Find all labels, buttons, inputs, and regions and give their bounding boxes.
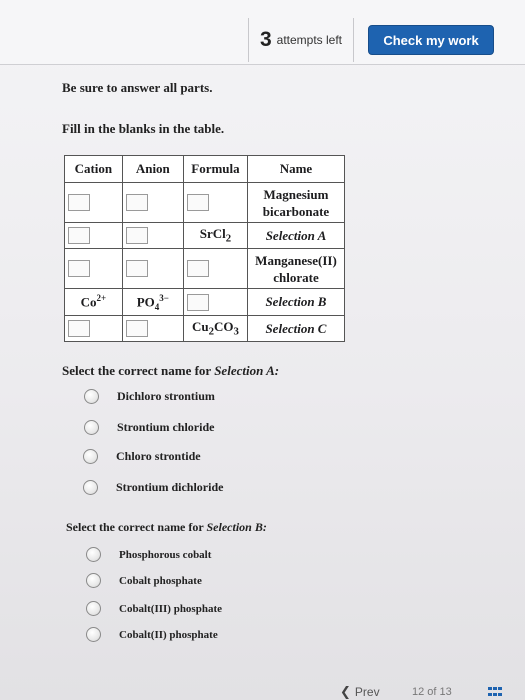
anion-cell	[122, 289, 183, 316]
page-count: 12 of 13	[412, 686, 452, 698]
question-b-selection: Selection B	[206, 520, 263, 534]
compound-name	[248, 184, 344, 222]
formula-cell	[183, 289, 247, 316]
formula-part-a: Cu	[191, 319, 209, 335]
anion-input[interactable]	[126, 227, 148, 244]
option-a-3[interactable]	[83, 449, 201, 464]
cation-input[interactable]	[68, 227, 90, 244]
ionic-compound-table	[64, 155, 345, 342]
option-b-3[interactable]	[86, 601, 222, 616]
radio-button[interactable]	[84, 389, 99, 404]
name-line1: Magnesium	[263, 186, 329, 202]
name-cell	[247, 249, 344, 289]
radio-button[interactable]	[83, 480, 98, 495]
header-name: Name	[247, 156, 344, 183]
prev-label: Prev	[354, 685, 380, 699]
anion-input[interactable]	[126, 194, 148, 211]
selection-c-cell: Selection C	[247, 316, 344, 342]
formula-cell	[183, 223, 247, 249]
question-b-prefix: Select the correct name for	[66, 520, 207, 534]
check-my-work-button[interactable]: Check my work	[368, 25, 494, 55]
option-a-2[interactable]	[84, 420, 214, 435]
name-line2: chlorate	[273, 269, 319, 285]
cation-cell	[65, 316, 123, 342]
option-b-4[interactable]	[86, 627, 218, 642]
question-a-selection: Selection A	[214, 363, 275, 378]
radio-button[interactable]	[86, 601, 101, 616]
option-label: Strontium chloride	[117, 420, 215, 434]
question-a-suffix: :	[274, 363, 280, 378]
formula-cell	[183, 183, 247, 223]
radio-button[interactable]	[86, 573, 101, 588]
formula-part-b: CO	[214, 319, 234, 335]
option-a-1[interactable]	[84, 389, 215, 404]
question-selection-b	[66, 520, 267, 535]
selection-b-cell: Selection B	[247, 289, 344, 316]
anion-text: PO	[136, 293, 155, 309]
anion-cell	[122, 223, 183, 249]
cation-cell	[65, 183, 123, 223]
attempts-label: attempts left	[276, 33, 343, 47]
cation-charge: 2+	[96, 293, 107, 304]
formula-cell	[183, 249, 247, 289]
question-a-prefix: Select the correct name for	[62, 363, 215, 378]
prev-button[interactable]	[340, 684, 380, 700]
header-cation: Cation	[65, 156, 123, 183]
attempts-indicator	[248, 18, 354, 62]
top-toolbar	[0, 0, 525, 65]
cation-cell	[65, 249, 123, 289]
option-label: Cobalt(III) phosphate	[119, 602, 222, 615]
bottom-navigation	[300, 682, 525, 700]
instruction-answer-all: Be sure to answer all parts.	[62, 80, 213, 95]
table-header-row	[65, 156, 345, 183]
formula-subscript: 2	[225, 232, 232, 245]
name-cell	[247, 183, 344, 223]
table-row	[65, 289, 345, 316]
table-row	[65, 183, 345, 223]
chevron-left-icon: ❮	[340, 684, 351, 699]
option-b-1[interactable]	[86, 547, 211, 562]
table-row	[65, 249, 345, 289]
formula-subscript-b: 3	[233, 325, 239, 338]
formula-cell	[183, 316, 247, 342]
formula-text: SrCl	[199, 226, 226, 242]
option-label: Cobalt phosphate	[119, 574, 202, 587]
header-anion: Anion	[122, 156, 183, 183]
radio-button[interactable]	[84, 420, 99, 435]
cation-input[interactable]	[68, 194, 90, 211]
table-row	[65, 223, 345, 249]
cation-cell	[65, 289, 123, 316]
header-formula: Formula	[183, 156, 247, 183]
selection-a-cell: Selection A	[247, 223, 344, 249]
anion-cell	[122, 316, 183, 342]
radio-button[interactable]	[86, 547, 101, 562]
cation-input[interactable]	[68, 260, 90, 277]
option-a-4[interactable]	[83, 480, 223, 495]
name-line2: bicarbonate	[262, 203, 330, 219]
formula-input[interactable]	[187, 260, 209, 277]
formula-input[interactable]	[187, 294, 209, 311]
question-grid-icon[interactable]	[488, 687, 502, 697]
cation-cell	[65, 223, 123, 249]
option-label: Chloro strontide	[116, 449, 201, 463]
formula-subscript-a: 2	[208, 325, 214, 338]
anion-input[interactable]	[126, 320, 148, 337]
option-label: Strontium dichloride	[116, 480, 224, 494]
anion-cell	[122, 183, 183, 223]
anion-charge: 3−	[159, 292, 169, 303]
anion-input[interactable]	[126, 260, 148, 277]
option-label: Cobalt(II) phosphate	[119, 628, 218, 641]
cation-text: Co	[80, 294, 97, 310]
formula-input[interactable]	[187, 194, 209, 211]
compound-name	[248, 250, 344, 288]
anion-cell	[122, 249, 183, 289]
table-row	[65, 316, 345, 342]
name-line1: Manganese(II)	[255, 252, 337, 268]
question-selection-a	[62, 363, 279, 379]
instruction-fill-blanks: Fill in the blanks in the table.	[62, 121, 225, 136]
radio-button[interactable]	[86, 627, 101, 642]
option-label: Dichloro strontium	[117, 389, 215, 403]
attempts-count: 3	[259, 28, 272, 51]
option-label: Phosphorous cobalt	[119, 548, 212, 561]
anion-subscript: 4	[154, 301, 160, 312]
radio-button[interactable]	[83, 449, 98, 464]
cation-input[interactable]	[68, 320, 90, 337]
option-b-2[interactable]	[86, 573, 202, 588]
question-b-suffix: :	[262, 520, 267, 534]
